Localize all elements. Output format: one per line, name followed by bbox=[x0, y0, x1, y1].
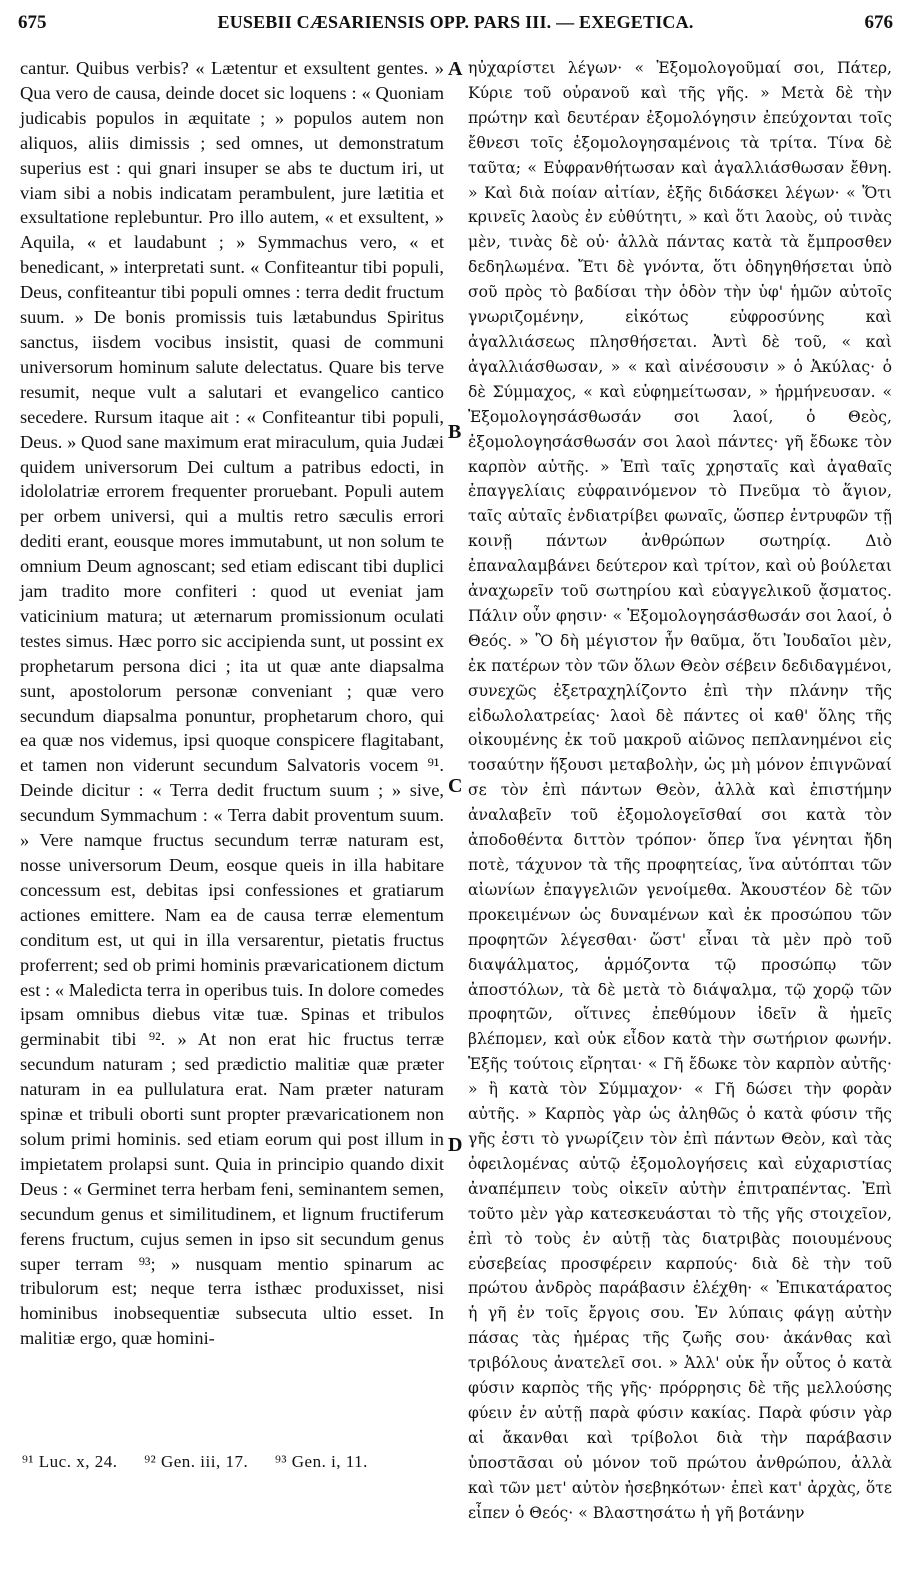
section-marker-c: C bbox=[448, 775, 463, 797]
footnote-92: ⁹² Gen. iii, 17. bbox=[144, 1452, 249, 1471]
latin-column bbox=[20, 56, 444, 1440]
footnotes bbox=[22, 1452, 452, 1472]
latin-text: cantur. Quibus verbis? « Lætentur et exsultent gentes. » Qua vero de causa, deinde docet sic loquens : « Quoniam judicabis populos in æquitate ; » populos autem non aliquos, aliis dimissis ; sed omnes, ut demonstratum superius est : qui gnari insuper se abs te ductum iri, ut viam sibi a nobis indicatam perambulent, jure lætitia et exsultatione replebuntur. Pro illo autem, « et exsultent, » Aquila, « et laudabunt ; » Symmachus vero, « et benedicant, » interpretati sunt. « Confiteantur tibi populi, Deus, confiteantur tibi populi omnes : terra dedit fructum suum. » De bonis promissis tuis lætabundus Spiritus sanctus, iisdem vocibus insistit, quasi de communi universorum hominum salute delectatus. Quare bis terve resumit, neque vult a salutari et evangelico cantico secedere. Rursum itaque ait : « Confiteantur tibi populi, Deus. » Quod sane maximum erat miraculum, quia Judæi quidem universorum Dei cultum a patribus edocti, in idololatriæ errorem frequenter proruebant. Populi autem per orbem universi, qui a multis retro sæculis errori dediti erant, eousque mores immutabunt, ut non solum te omnium Deum agnoscant; sed etiam ediscant tibi duplici jam tradito more confiteri : quod ut eveniat jam vaticinium matura; ut æternarum promissionum oculati testes simus. Hæc porro sic accipienda sunt, ut possint ex prophetarum persona dici ; ita ut quæ ante diapsalma sunt, apostolorum personæ conveniant ; quæ vero secundum diapsalma ponuntur, prophetarum choro, qui ea quæ nos videmus, ipsi quoque conspicere flagitabant, et tamen non viderunt secundum Salvatoris vocem ⁹¹. Deinde dicitur : « Terra dedit fructum suum ; » sive, secundum Symmachum : « Terra dabit proventum suum. » Vere namque fructus secundum terræ naturam est, nosse universorum Deum, eosque queis in illa habitare concessum est, debitas ipsi confessiones et gratiarum actiones emittere. Nam ea de causa terræ elementum conditum est, ut qui in illa versarentur, pietatis fructus proferrent; sed ob primi hominis prævaricationem dictum est : « Maledicta terra in operibus tuis. In dolore comedes ipsam omnibus diebus vitæ tuæ. Spinas et tribulos germinabit tibi ⁹². » At non erat hic fructus terræ secundum naturam ; sed prædictio malitiæ quæ præter naturam in ea pullulatura erat. Nam præter naturam spinæ et tribuli oborti sunt propter prævaricationem non solum primi hominis. sed etiam eorum qui post illum in impietatem prolapsi sunt. Quia in principio quando dixit Deus : « Germinet terra herbam feni, seminantem semen, secundum genus et similitudinem, et lignum fructiferum ferens fructum, cujus semen in ipso sit secundum genus super terram ⁹³; » nusquam mentio spinarum ac tribulorum est; neque terra isthæc produxisset, nisi hominibus inobsequentiæ subsecuta ultio esset. In malitiæ ergo, quæ homini- bbox=[20, 58, 444, 1349]
section-marker-d: D bbox=[448, 1134, 463, 1156]
section-marker-b: B bbox=[448, 421, 462, 443]
page-header bbox=[18, 12, 893, 46]
section-marker-a: A bbox=[448, 58, 463, 80]
page-number-left: 675 bbox=[18, 12, 47, 33]
greek-column bbox=[468, 56, 892, 1522]
footnote-93: ⁹³ Gen. i, 11. bbox=[274, 1452, 368, 1471]
running-title: EUSEBII CÆSARIENSIS OPP. PARS III. — EXEGETICA. bbox=[217, 12, 694, 32]
greek-text: ηὐχαρίστει λέγων· « Ἐξομολογοῦμαί σοι, Πάτερ, Κύριε τοῦ οὐρανοῦ καὶ τῆς γῆς. » Μετὰ δὲ τὴν πρώτην καὶ δευτέραν ἐξομολόγησιν ἐπεύχονται τοῖς ἔθνεσι τοῖς ἐξομολογησαμένοις τὰ τρίτα. Τίνα δὲ ταῦτα; « Εὐφρανθήτωσαν καὶ ἀγαλλιάσθωσαν ἔθνη. » Καὶ διὰ ποίαν αἰτίαν, ἑξῆς διδάσκει λέγων· « Ὅτι κρινεῖς λαοὺς ἐν εὐθύτητι, » καὶ ὅτι λαοὺς, οὐ τινὰς μὲν, τινὰς δὲ οὐ· ἀλλὰ πάντας κατὰ τὰ ἔμπροσθεν δεδηλωμένα. Ἔτι δὲ γνόντα, ὅτι ὁδηγηθήσεται ὑπὸ σοῦ πρὸς τὸ βαδίσαι τὴν ὁδὸν τὴν ὑφ' ἡμῶν αὐτοῖς γνωριζομένην, εἰκότως εὐφροσύνης καὶ ἀγαλλιάσεως πλησθήσεται. Ἀντὶ δὲ τοῦ, « καὶ ἀγαλλιάσθωσαν, » « καὶ αἰνέσουσιν » ὁ Ἀκύλας· ὁ δὲ Σύμμαχος, « καὶ εὐφημείτωσαν, » ἡρμήνευσαν. « Ἐξομολογησάσθωσάν σοι λαοί, ὁ Θεὸς, ἐξομολογησάσθωσάν σοι λαοὶ πάντες· γῆ ἔδωκε τὸν καρπὸν αὐτῆς. » Ἐπὶ ταῖς χρησταῖς καὶ ἀγαθαῖς ἐπαγγελίαις εὐφραινόμενον τὸ Πνεῦμα τὸ ἅγιον, ταῖς αὐταῖς ἐνδιατρίβει φωναῖς, ὥσπερ ἐντρυφῶν τῇ κοινῇ πάντων ἀνθρώπων σωτηρίᾳ. Διὸ ἐπαναλαμβάνει δεύτερον καὶ τρίτον, καὶ οὐ βούλεται ἀναχωρεῖν τοῦ σωτηρίου καὶ εὐαγγελικοῦ ᾄσματος. Πάλιν οὖν φησιν· « Ἐξομολογησάσθωσάν σοι λαοί, ὁ Θεός. » Ὃ δὴ μέγιστον ἦν θαῦμα, ὅτι Ἰουδαῖοι μὲν, ἐκ πατέρων τὸν τῶν ὅλων Θεὸν σέβειν δεδιδαγμένοι, συνεχῶς ἐξετραχηλίζοντο ἐπὶ τὴν πλάνην τῆς εἰδωλολατρείας· λαοὶ δὲ πάντες οἱ καθ' ὅλης τῆς οἰκουμένης ἐκ τοῦ μακροῦ αἰῶνος πεπλανημένοι εἰς τοσαύτην ἥξουσι μεταβολὴν, ὡς μὴ μόνον ἐπιγνῶναί σε τὸν ἐπὶ πάντων Θεὸν, ἀλλὰ καὶ ἐπιστήμην ἀναλαβεῖν τοῦ ἐξομολογεῖσθαί σοι κατὰ τὸν ἀποδοθέντα διττὸν τρόπον· ὅπερ ἵνα γένηται ἤδη ποτὲ, τάχυνον τὰ τῆς προφητείας, ἵνα αὐτόπται τῶν αἰωνίων ἐπαγγελιῶν γενοίμεθα. Ἀκουστέον δὲ τῶν προκειμένων ὡς δυναμένων καὶ ἐκ προσώπου τῶν προφητῶν λέγεσθαι· ὥστ' εἶναι τὰ μὲν πρὸ τοῦ διαψάλματος, ἁρμόζοντα τῷ προσώπῳ τῶν ἀποστόλων, τὰ δὲ μετὰ τὸ διάψαλμα, τῷ χορῷ τῶν προφητῶν, οἵτινες ἐπεθύμουν ἰδεῖν ἃ ἡμεῖς βλέπομεν, καὶ οὐκ εἶδον κατὰ τὴν σωτήριον φωνήν. Ἑξῆς τούτοις εἴρηται· « Γῆ ἔδωκε τὸν καρπὸν αὐτῆς· » ἢ κατὰ τὸν Σύμμαχον· « Γῆ δώσει τὴν φορὰν αὐτῆς. » Καρπὸς γὰρ ὡς ἀληθῶς ὁ κατὰ φύσιν τῆς γῆς ἐστι τὸ γνωρίζειν τὸν ἐπὶ πάντων Θεὸν, καὶ τὰς ὀφειλομένας αὐτῷ ἐξομολογήσεις καὶ εὐχαριστίας ἀναπέμπειν τοὺς οἰκεῖν αὐτὴν ἐπιτραπέντας. Ἐπὶ τοῦτο μὲν γὰρ κατεσκευάσται τὸ τῆς γῆς στοιχεῖον, ἐπὶ τὸ τοὺς ἐν αὐτῇ τὰς διατριβὰς ποιουμένους εὐσεβείας προσφέρειν καρπούς· διὰ δὲ τὴν τοῦ πρώτου ἀνδρὸς παράβασιν ἐλέχθη· « Ἐπικατάρατος ἡ γῆ ἐν τοῖς ἔργοις σου. Ἐν λύπαις φάγῃ αὐτὴν πάσας τὰς ἡμέρας τῆς ζωῆς σου· ἀκάνθας καὶ τριβόλους ἀνατελεῖ σοι. » Ἀλλ' οὐκ ἦν οὗτος ὁ κατὰ φύσιν καρπὸς τῆς γῆς· πρόρρησις δὲ τῆς μελλούσης φύειν ἐν αὐτῇ παρὰ φύσιν κακίας. Παρὰ φύσιν γὰρ αἱ ἄκανθαι καὶ τρίβολοι διὰ τὴν παράβασιν ὑποστᾶσαι οὐ μόνον τοῦ πρώτου ἀνθρώπου, ἀλλὰ καὶ τῶν μετ' αὐτὸν ἠσεβηκότων· ἐπεὶ κατ' ἀρχὰς, ὅτε εἶπεν ὁ Θεός· « Βλαστησάτω ἡ γῆ βοτάνην bbox=[468, 59, 892, 1522]
page-number-right: 676 bbox=[864, 12, 893, 33]
footnote-91: ⁹¹ Luc. x, 24. bbox=[22, 1452, 118, 1471]
